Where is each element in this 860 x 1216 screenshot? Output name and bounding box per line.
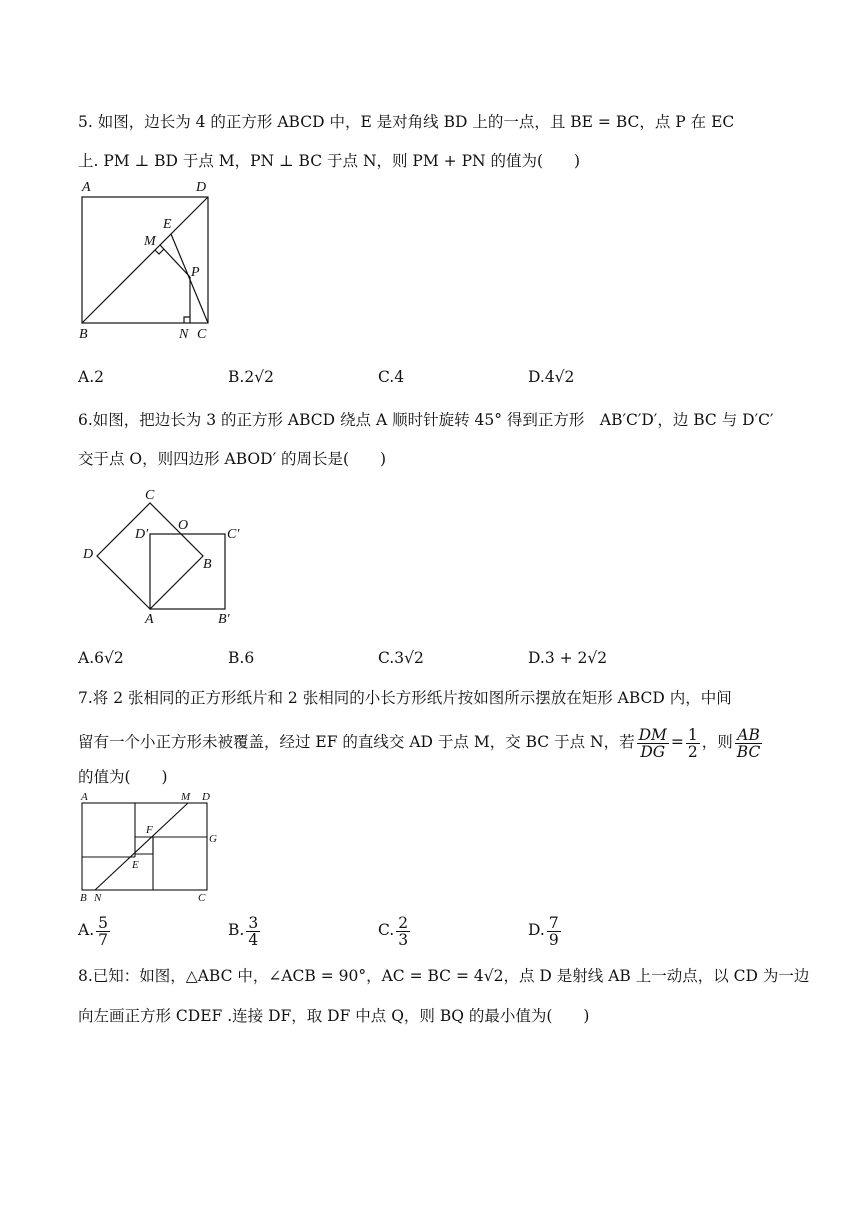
q7-label-A: A <box>81 791 88 803</box>
q5-label-N: N <box>179 327 189 342</box>
q5-label-C: C <box>197 327 207 342</box>
q6-figure <box>78 484 248 629</box>
q6-option-c[interactable]: C.3√2 <box>378 649 424 667</box>
q6-option-d[interactable]: D.3 + 2√2 <box>528 649 608 667</box>
q6-text-line1: 6.如图，把边长为 3 的正方形 ABCD 绕点 A 顺时针旋转 45° 得到正方形 AB′C′D′，边 BC 与 D′C′ <box>78 411 774 429</box>
q7-label-E: E <box>132 859 139 871</box>
q7-label-F: F <box>146 824 153 836</box>
q5-label-M: M <box>144 234 156 249</box>
q5-option-c[interactable]: C.4 <box>378 368 405 386</box>
q5-text-line2: 上. PM ⊥ BD 于点 M，PN ⊥ BC 于点 N，则 PM + PN 的值为( ) <box>78 152 581 170</box>
q7-label-B: B <box>80 892 87 904</box>
q7-fraction-half: $\frac{1}{2}$ <box>687 725 698 761</box>
q7-label-N: N <box>94 892 102 904</box>
q7-option-c[interactable]: C. $\frac{2}{3}$ <box>378 913 409 949</box>
q5-label-D: D <box>196 180 207 195</box>
q7-text-line1: 7.将 2 张相同的正方形纸片和 2 张相同的小长方形纸片按如图所示摆放在矩形 ABCD 内，中间 <box>78 689 732 707</box>
q7-option-b[interactable]: B. $\frac{3}{4}$ <box>228 913 259 949</box>
q6-label-B-prime: B′ <box>218 612 230 627</box>
q6-label-C: C <box>145 488 155 503</box>
q7-fraction-dm-dg: $\frac{DM}{DG}$ <box>638 725 667 761</box>
q5-option-a[interactable]: A.2 <box>78 368 104 386</box>
q8-text-line1: 8.已知：如图，△ABC 中，∠ACB = 90°，AC = BC = 4√2，点 D 是射线 AB 上一动点，以 CD 为一边 <box>78 967 810 985</box>
q5-label-B: B <box>79 327 88 342</box>
q6-options <box>78 646 778 670</box>
q7-option-a[interactable]: A. $\frac{5}{7}$ <box>78 913 108 949</box>
q6-label-D-prime: D′ <box>135 527 149 542</box>
q5-figure <box>76 178 216 343</box>
q5-label-E: E <box>163 217 172 232</box>
q7-figure <box>78 788 223 904</box>
q6-label-A: A <box>145 612 154 627</box>
q6-text-line2: 交于点 O，则四边形 ABOD′ 的周长是( ) <box>78 450 387 468</box>
q6-label-B: B <box>203 557 212 572</box>
q6-label-O: O <box>178 518 189 533</box>
q5-option-b[interactable]: B.2√2 <box>228 368 274 386</box>
q6-label-C-prime: C′ <box>227 527 240 542</box>
q5-text-line1: 5. 如图，边长为 4 的正方形 ABCD 中，E 是对角线 BD 上的一点，且 BE = BC，点 P 在 EC <box>78 113 735 131</box>
q5-options <box>78 365 778 389</box>
q6-option-a[interactable]: A.6√2 <box>78 649 124 667</box>
q7-text-line2: 留有一个小正方形未被覆盖，经过 EF 的直线交 AD 于点 M，交 BC 于点 N，若 $\frac{DM}{DG}$ = $\frac{1}{2}$ ，则 $\frac{AB}{BC}$ <box>78 725 761 761</box>
q7-label-G: G <box>209 833 217 845</box>
q7-text-line3: 的值为( ) <box>78 768 168 786</box>
q7-label-C: C <box>198 892 206 904</box>
q7-label-D: D <box>202 791 210 803</box>
q6-option-b[interactable]: B.6 <box>228 649 255 667</box>
q5-label-P: P <box>191 265 200 280</box>
q5-label-A: A <box>82 180 91 195</box>
q7-label-M: M <box>181 791 191 803</box>
q8-text-line2: 向左画正方形 CDEF .连接 DF，取 DF 中点 Q，则 BQ 的最小值为( ) <box>78 1007 590 1025</box>
q6-label-D: D <box>83 547 94 562</box>
q7-fraction-ab-bc: $\frac{AB}{BC}$ <box>736 725 761 761</box>
q7-option-d[interactable]: D. $\frac{7}{9}$ <box>528 913 559 949</box>
q5-option-d[interactable]: D.4√2 <box>528 368 575 386</box>
q7-options <box>78 912 778 948</box>
